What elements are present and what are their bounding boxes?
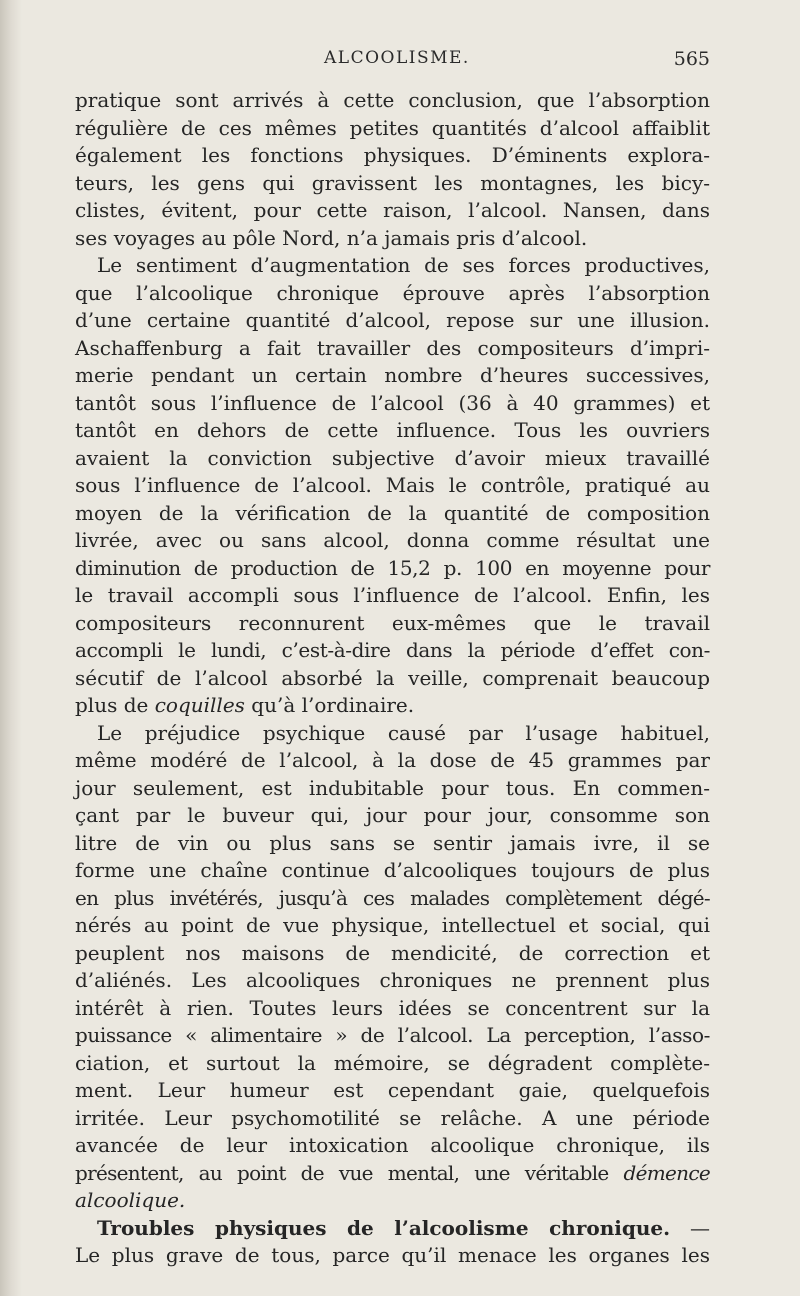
text-line: moyen de la vérification de la quantité de composition	[75, 500, 710, 525]
section-heading-line	[75, 1215, 710, 1243]
text-line: accompli le lundi, c’est-à-dire dans la période d’effet con-	[75, 638, 710, 662]
text-line	[75, 1160, 710, 1188]
text-line: puissance « alimentaire » de l’alcool. La perception, l’asso-	[75, 1023, 710, 1047]
text-segment: qu’à l’ordinaire.	[251, 693, 415, 717]
text-line	[75, 692, 710, 720]
text-line: peuplent nos maisons de mendicité, de correction et	[75, 940, 710, 965]
text-line: d’aliénés. Les alcooliques chroniques ne prennent plus	[75, 968, 710, 992]
running-title: ALCOOLISME.	[324, 48, 470, 68]
text-line: sous l’influence de l’alcool. Mais le contrôle, pratiqué au	[75, 473, 710, 497]
text-line: ses voyages au pôle Nord, n’a jamais pris d’alcool.	[75, 225, 588, 250]
text-line: clistes, évitent, pour cette raison, l’alcool. Nansen, dans	[75, 198, 710, 222]
text-line: jour seulement, est indubitable pour tous. En commen-	[75, 775, 710, 800]
text-line: le travail accompli sous l’influence de l’alcool. Enfin, les	[75, 583, 710, 607]
text-segment: plus de	[75, 693, 149, 717]
text-line: d’une certaine quantité d’alcool, repose sur une illusion.	[75, 308, 710, 332]
text-line: livrée, avec ou sans alcool, donna comme résultat une	[75, 528, 710, 552]
text-line: intérêt à rien. Toutes leurs idées se concentrent sur la	[75, 995, 710, 1020]
text-line: tantôt sous l’influence de l’alcool (36 à 40 grammes) et	[75, 390, 710, 415]
page-gutter-shadow	[0, 0, 22, 1296]
body-text	[75, 87, 710, 1270]
text-line: même modéré de l’alcool, à la dose de 45 grammes par	[75, 748, 710, 772]
text-line: également les fonctions physiques. D’éminents explora-	[75, 143, 710, 167]
text-segment: —	[670, 1215, 710, 1240]
text-line: Le préjudice psychique causé par l’usage habituel,	[97, 720, 710, 745]
text-line: alcoolique.	[75, 1188, 186, 1212]
text-line: avancée de leur intoxication alcoolique chronique, ils	[75, 1133, 710, 1157]
text-line: çant par le buveur qui, jour pour jour, consomme son	[75, 803, 710, 827]
text-line: régulière de ces mêmes petites quantités d’alcool affaiblit	[75, 115, 710, 140]
text-line: avaient la conviction subjective d’avoir mieux travaillé	[75, 445, 710, 470]
text-line: tantôt en dehors de cette influence. Tous les ouvriers	[75, 418, 710, 442]
text-line: Aschaffenburg a fait travailler des compositeurs d’impri-	[75, 335, 710, 360]
text-line: ment. Leur humeur est cependant gaie, quelquefois	[75, 1078, 710, 1102]
text-line: Le plus grave de tous, parce qu’il menace les organes les	[75, 1243, 710, 1267]
text-line: litre de vin ou plus sans se sentir jamais ivre, il se	[75, 830, 710, 855]
text-line: diminution de production de 15,2 p. 100 en moyenne pour	[75, 555, 710, 580]
italic-term: coquilles	[154, 693, 245, 717]
text-segment: présentent, au point de vue mental, une véritable	[75, 1160, 609, 1185]
page-number: 565	[673, 48, 710, 70]
text-line: forme une chaîne continue d’alcooliques toujours de plus	[75, 858, 710, 882]
text-line: compositeurs reconnurent eux-mêmes que le travail	[75, 610, 710, 635]
text-line: Le sentiment d’augmentation de ses forces productives,	[97, 253, 710, 277]
text-line: ciation, et surtout la mémoire, se dégradent complète-	[75, 1050, 710, 1075]
text-line: nérés au point de vue physique, intellectuel et social, qui	[75, 913, 710, 937]
text-line: merie pendant un certain nombre d’heures successives,	[75, 363, 710, 387]
text-line: sécutif de l’alcool absorbé la veille, comprenait beaucoup	[75, 665, 710, 690]
text-line: teurs, les gens qui gravissent les montagnes, les bicy-	[75, 170, 710, 195]
text-line: irritée. Leur psychomotilité se relâche. A une période	[75, 1105, 710, 1130]
text-line: en plus invétérés, jusqu’à ces malades complètement dégé-	[75, 885, 710, 910]
italic-term: démence	[623, 1160, 710, 1185]
page-header	[75, 48, 710, 76]
text-line: que l’alcoolique chronique éprouve après l’absorption	[75, 280, 710, 305]
text-line: pratique sont arrivés à cette conclusion, que l’absorption	[75, 88, 710, 112]
section-heading: Troubles physiques de l’alcoolisme chronique.	[97, 1215, 671, 1240]
